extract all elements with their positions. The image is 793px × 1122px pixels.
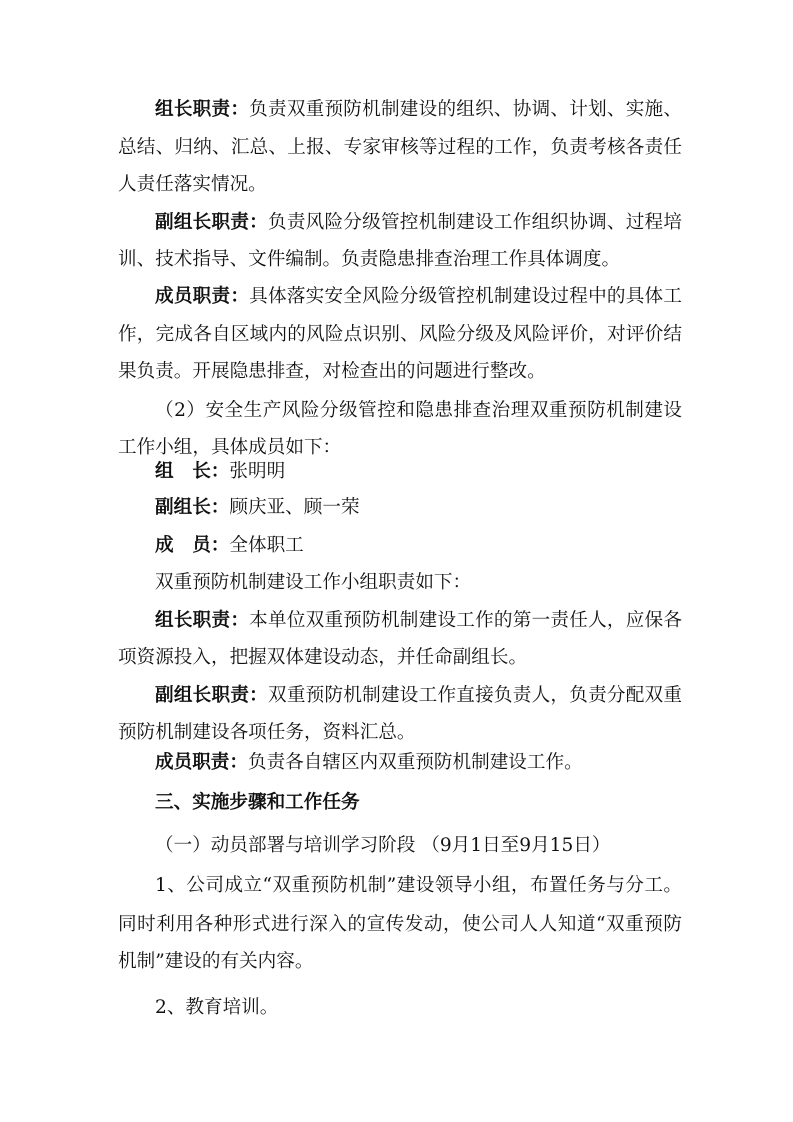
text: 项资源投入，把握双体建设动态，并任命副组长。 bbox=[118, 647, 528, 668]
text: 总结、归纳、汇总、上报、专家审核等过程的工作，负责考核各责任 bbox=[118, 137, 682, 158]
text: 人责任落实情况。 bbox=[118, 174, 267, 195]
role-label: 副组长职责： bbox=[155, 212, 268, 233]
text-line bbox=[118, 248, 682, 272]
section-heading: 三、实施步骤和工作任务 bbox=[155, 792, 360, 813]
text-line bbox=[155, 285, 682, 309]
role-label: 成员职责： bbox=[155, 286, 250, 307]
text-line bbox=[155, 996, 682, 1020]
text-line bbox=[118, 136, 682, 160]
text-line bbox=[118, 436, 682, 460]
text-line bbox=[118, 950, 682, 974]
role-label: 组 长： bbox=[155, 461, 230, 482]
text: 1、公司成立“双重预防机制”建设领导小组，布置任务与分工。 bbox=[155, 875, 682, 896]
text: 同时利用各种形式进行深入的宣传发动，使公司人人知道“双重预防 bbox=[118, 914, 682, 935]
text: 负责各自辖区内双重预防机制建设工作。 bbox=[247, 752, 583, 773]
text-line bbox=[155, 684, 682, 708]
role-label: 副组长： bbox=[155, 497, 230, 518]
text-line bbox=[155, 609, 682, 633]
text-line bbox=[155, 534, 682, 558]
role-label: 组长职责： bbox=[155, 610, 250, 631]
text: 双重预防机制建设工作小组职责如下： bbox=[155, 572, 472, 593]
text: 顾庆亚、顾一荣 bbox=[229, 497, 360, 518]
text-line bbox=[155, 571, 682, 595]
role-label: 成 员： bbox=[155, 535, 230, 556]
text-line bbox=[118, 913, 682, 937]
text: 工作小组，具体成员如下： bbox=[118, 437, 342, 458]
text-line bbox=[155, 496, 682, 520]
text-line bbox=[155, 211, 682, 235]
text: 果负责。开展隐患排查，对检查出的问题进行整改。 bbox=[118, 361, 546, 382]
role-label: 副组长职责： bbox=[155, 685, 268, 706]
text-line bbox=[155, 98, 682, 122]
text-line bbox=[118, 323, 682, 347]
text-line bbox=[118, 646, 682, 670]
role-label: 组长职责： bbox=[155, 99, 250, 120]
text: 预防机制建设各项任务，资料汇总。 bbox=[118, 722, 416, 743]
text-line bbox=[155, 791, 682, 815]
text-line bbox=[118, 360, 682, 384]
text: 张明明 bbox=[229, 461, 286, 482]
text: 2、教育培训。 bbox=[155, 997, 279, 1018]
text-line bbox=[155, 834, 682, 858]
text-line bbox=[155, 460, 682, 484]
text: 具体落实安全风险分级管控机制建设过程中的具体工 bbox=[249, 286, 682, 307]
text: 机制”建设的有关内容。 bbox=[118, 951, 314, 972]
text: 全体职工 bbox=[229, 535, 304, 556]
text: 作，完成各自区域内的风险点识别、风险分级及风险评价，对评价结 bbox=[118, 324, 682, 345]
text-line bbox=[155, 874, 682, 898]
text: （2）安全生产风险分级管控和隐患排查治理双重预防机制建设 bbox=[155, 400, 682, 421]
text: 负责风险分级管控机制建设工作组织协调、过程培 bbox=[267, 212, 682, 233]
text-line bbox=[155, 399, 682, 423]
text: 负责双重预防机制建设的组织、协调、计划、实施、 bbox=[249, 99, 682, 120]
text-line bbox=[118, 721, 682, 745]
text: 双重预防机制建设工作直接负责人，负责分配双重 bbox=[267, 685, 682, 706]
text: 本单位双重预防机制建设工作的第一责任人，应保各 bbox=[249, 610, 682, 631]
text: （一）动员部署与培训学习阶段 （9月1日至9月15日） bbox=[155, 835, 611, 856]
text-line bbox=[118, 173, 682, 197]
role-label: 成员职责： bbox=[155, 752, 248, 773]
text: 训、技术指导、文件编制。负责隐患排查治理工作具体调度。 bbox=[118, 249, 621, 270]
text-line bbox=[155, 751, 682, 775]
